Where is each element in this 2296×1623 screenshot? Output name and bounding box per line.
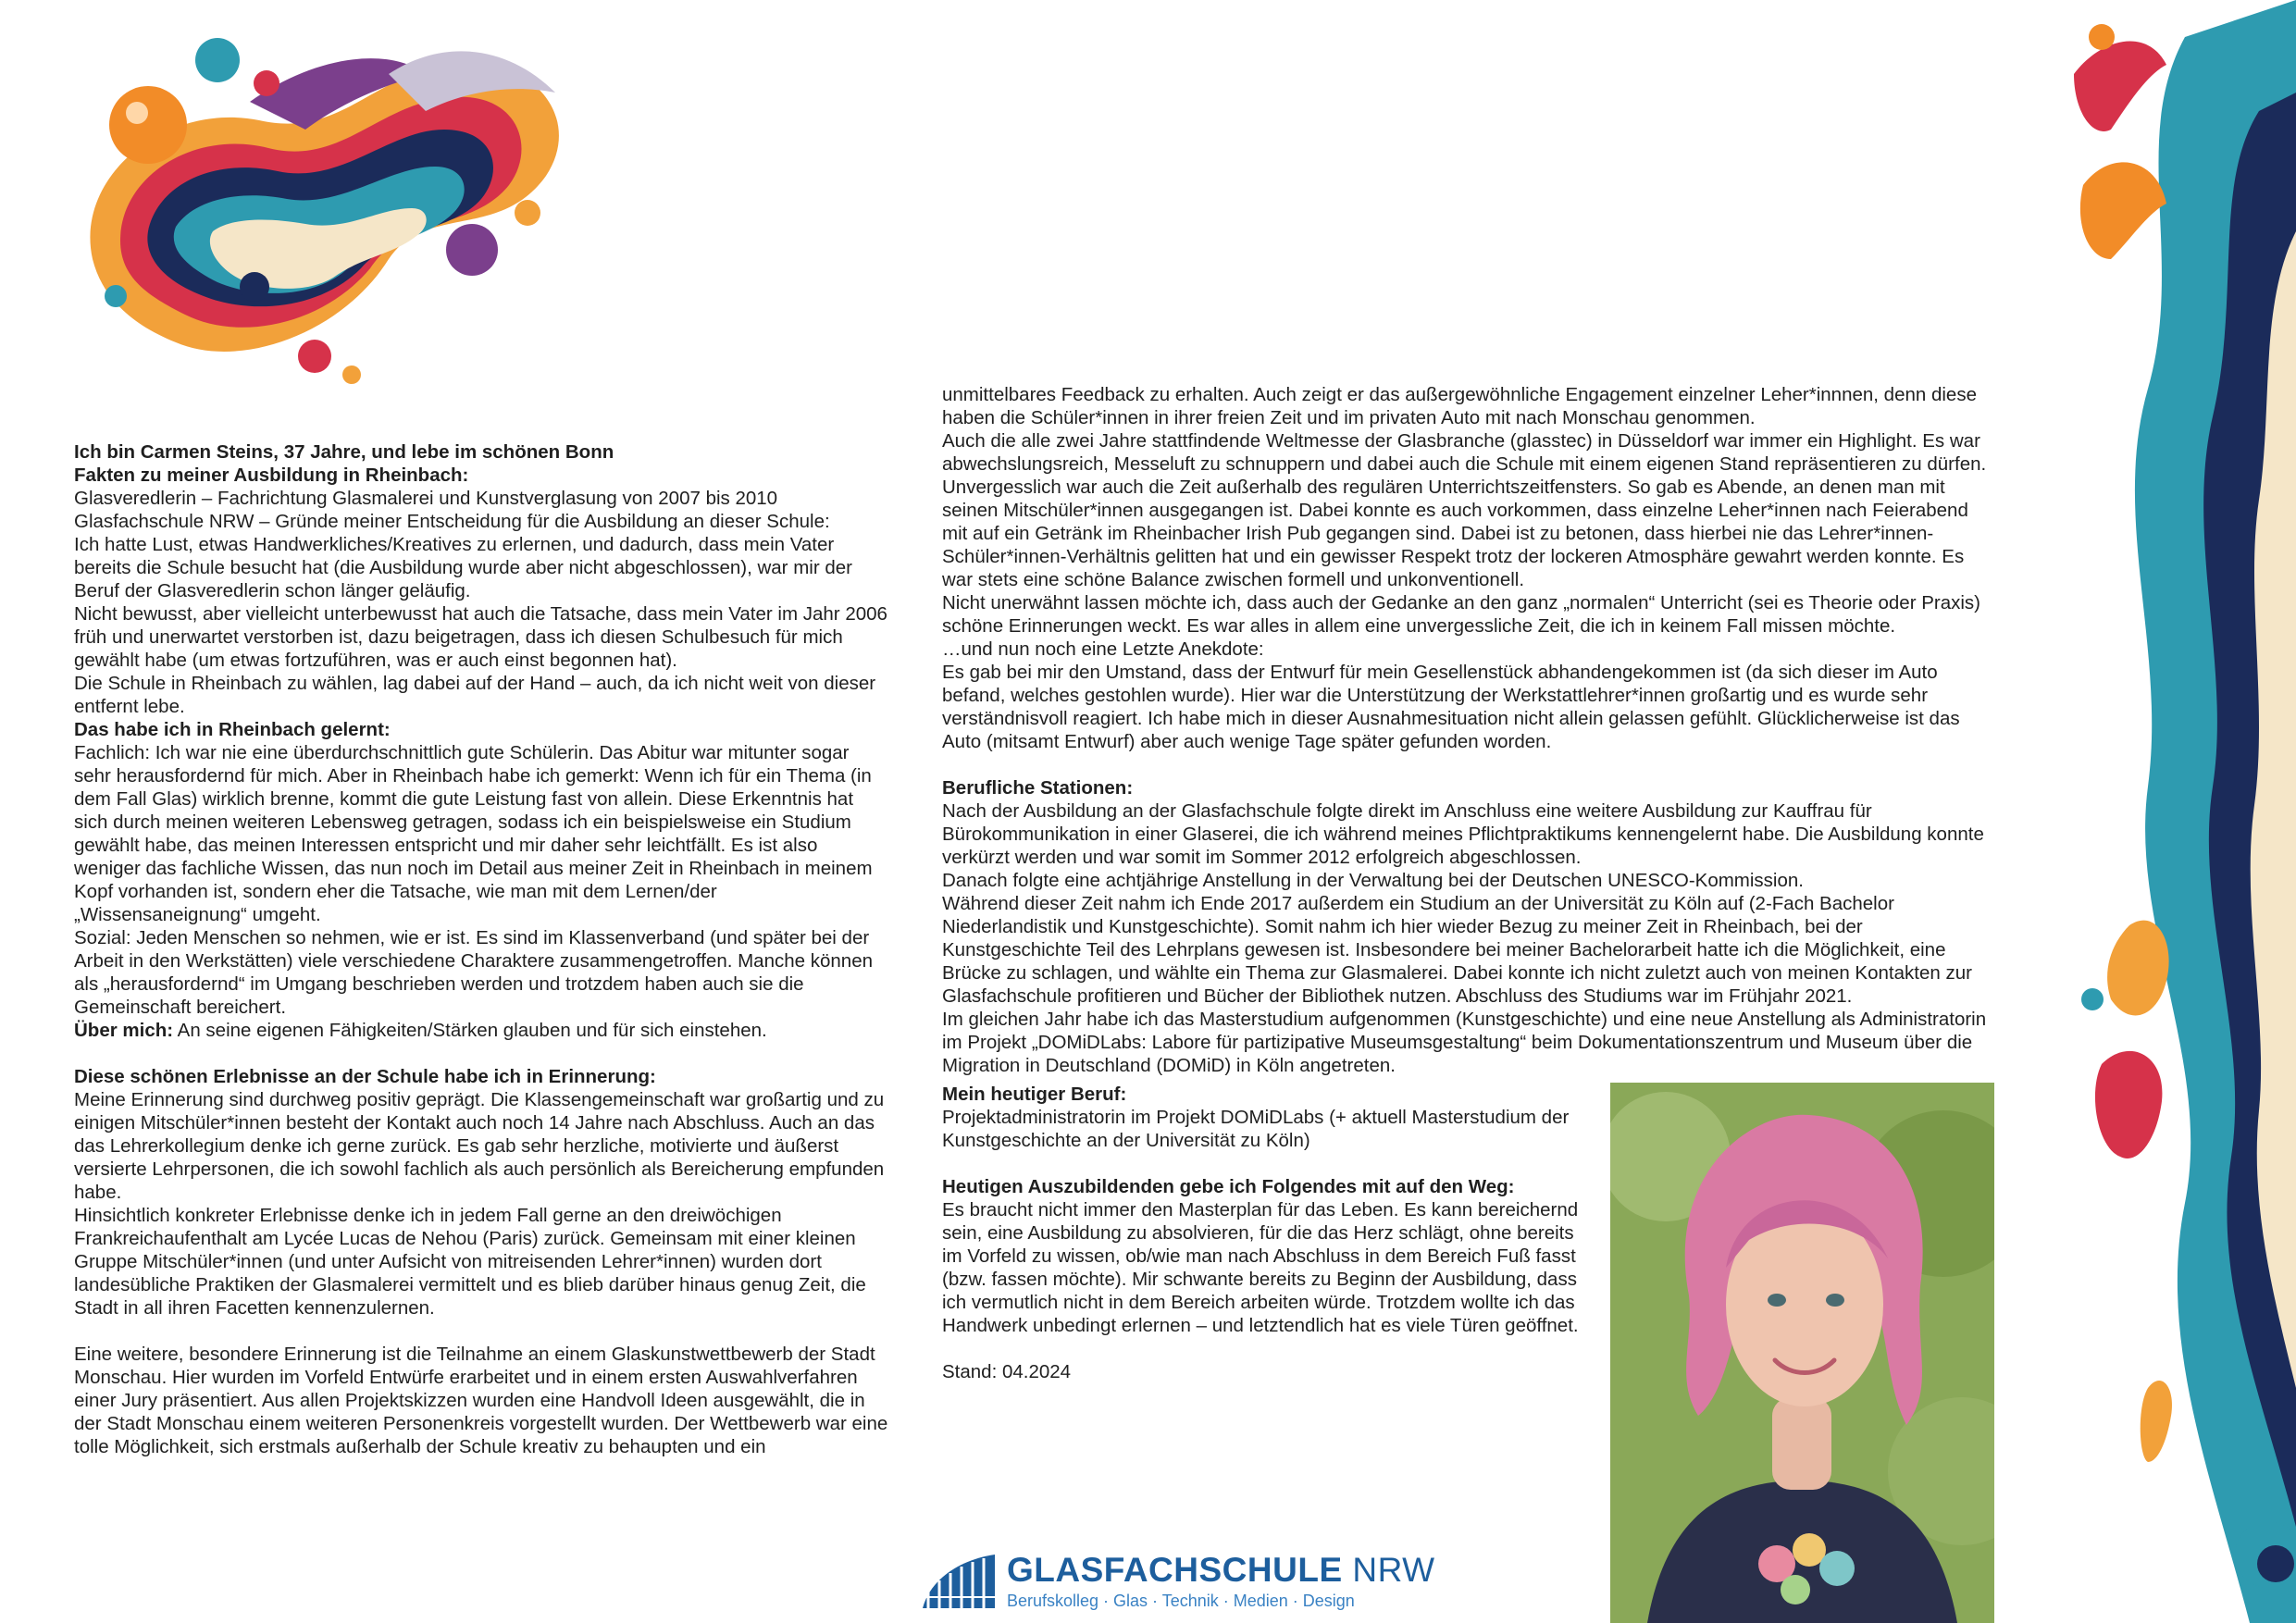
paragraph: Ich hatte Lust, etwas Handwerkliches/Kreatives zu erlernen, und dadurch, dass mein Vater bereits die Schule besucht hat (die Ausbildung wurde aber nicht abgeschlossen), war mir der Beruf der Glasveredlerin schon länger geläufig.	[74, 534, 852, 601]
job-heading: Mein heutiger Beruf:	[942, 1084, 1127, 1105]
paragraph: Nicht bewusst, aber vielleicht unterbewusst hat auch die Tatsache, dass mein Vater im Jahr 2006 früh und unerwartet verstorben ist, dazu beigetragen, dass ich diesen Schulbesuch für mich gewählt habe (um etwas fortzuführen, was er auch einst begonnen hat).	[74, 603, 887, 671]
advice-text: Es braucht nicht immer den Masterplan für das Leben. Es kann bereichernd sein, eine Ausbildung zu absolvieren, für die das Herz schlägt, ohne bereits im Vorfeld zu wissen, ob/wie man nach Abschluss in dem Bereich Fuß fasst (bzw. fassen möchte). Mir schwante bereits zu Beginn der Ausbildung, dass ich vermutlich nicht in dem Bereich arbeiten würde. Trotzdem wollte ich das Handwerk unbedingt erlernen – und letztendlich hat es viele Türen geöffnet.	[942, 1199, 1579, 1336]
paragraph: Die Schule in Rheinbach zu wählen, lag dabei auf der Hand – auch, da ich nicht weit von dieser entfernt lebe.	[74, 673, 876, 717]
logo-tagline: Berufskolleg · Glas · Technik · Medien · Design	[1007, 1592, 1355, 1610]
paragraph: Während dieser Zeit nahm ich Ende 2017 außerdem ein Studium an der Universität zu Köln auf (2-Fach Bachelor Niederlandistik und Kunstgeschichte). Somit nahm ich hier wieder Bezug zu meiner Zeit in Rheinbach, bei der Kunstgeschichte Teil des Lehrplans gewesen ist. Insbesondere bei meiner Bachelorarbeit hatte ich die Möglichkeit, eine Brücke zu schlagen, und wählte ein Thema zur Glasmalerei. Dabei konnte ich nicht zuletzt auch von meinen Kontakten zur Glasfachschule profitieren und Bücher der Bibliothek nutzen. Abschluss des Studiums war im Frühjahr 2021.	[942, 893, 1972, 1007]
portrait-photo	[1610, 1083, 1994, 1623]
paragraph: Es gab bei mir den Umstand, dass der Entwurf für mein Gesellenstück abhandengekommen ist (da sich dieser im Auto befand, welches gestohlen wurde). Hier war die Unterstützung der Werkstattlehrer*innen großartig und es wurde sehr verständnisvoll reagiert. Ich habe mich in dieser Ausnahmesituation nicht allein gelassen gefühlt. Glücklicherweise ist das Auto (mitsamt Entwurf) aber auch wenige Tage später gefunden worden.	[942, 662, 1960, 752]
logo-name-light: NRW	[1342, 1551, 1435, 1589]
about-me-line	[74, 1019, 888, 1042]
paragraph: Im gleichen Jahr habe ich das Masterstudium aufgenommen (Kunstgeschichte) und eine neue Anstellung als Administratorin im Projekt „DOMiDLabs: Labore für partizipative Museumsgestaltung“ beim Dokumentationszentrum und Museum über die Migration in Deutschland (DOMiD) in Köln angetreten.	[942, 1009, 1987, 1076]
paragraph: …und nun noch eine Letzte Anekdote:	[942, 638, 1264, 660]
intro-line: Ich bin Carmen Steins, 37 Jahre, und lebe im schönen Bonn	[74, 441, 614, 463]
logo-wordmark	[1007, 1551, 1435, 1590]
paragraph: Hinsichtlich konkreter Erlebnisse denke ich in jedem Fall gerne an den dreiwöchigen Frankreichaufenthalt am Lycée Lucas de Nehou (Paris) zurück. Gemeinsam mit einer kleinen Gruppe Mitschüler*innen (und unter Aufsicht von mitreisenden Lehrer*innen) wurden dort landesübliche Praktiken der Glasmalerei vermittelt und es blieb darüber hinaus genug Zeit, die Stadt in all ihren Facetten kennenzulernen.	[74, 1205, 866, 1319]
facts-line: Glasfachschule NRW – Gründe meiner Entscheidung für die Ausbildung an dieser Schule:	[74, 511, 830, 532]
current-job-block	[942, 1083, 1590, 1383]
paragraph: Meine Erinnerung sind durchweg positiv geprägt. Die Klassengemeinschaft war großartig und zu einigen Mitschüler*innen besteht der Kontakt auch noch 14 Jahre nach Abschluss. Auch an das das Lehrerkollegium denke ich gerne zurück. Es gab sehr herzliche, motivierte und äußerst versierte Lehrpersonen, die ich sowohl fachlich als auch persönlich als Bereicherung empfunden habe.	[74, 1089, 885, 1203]
paragraph: Nicht unerwähnt lassen möchte ich, dass auch der Gedanke an den ganz „normalen“ Unterricht (sei es Theorie oder Praxis) schöne Erinnerungen weckt. Es war alles in allem eine unvergessliche Zeit, die ich in keinem Fall missen möchte.	[942, 592, 1980, 637]
left-text-column	[74, 440, 888, 1458]
stand-date: Stand: 04.2024	[942, 1361, 1072, 1382]
about-me-text: An seine eigenen Fähigkeiten/Stärken glauben und für sich einstehen.	[173, 1020, 767, 1041]
paragraph: Nach der Ausbildung an der Glasfachschule folgte direkt im Anschluss eine weitere Ausbildung zur Kauffrau für Bürokommunikation in einer Glaserei, die ich während meines Pflichtpraktikums kennengelernt habe. Die Ausbildung konnte verkürzt werden und war somit im Sommer 2012 erfolgreich abgeschlossen.	[942, 800, 1984, 868]
paragraph: Eine weitere, besondere Erinnerung ist die Teilnahme an einem Glaskunstwettbewerb der Stadt Monschau. Hier wurden im Vorfeld Entwürfe erarbeitet und in einem ersten Auswahlverfahren einer Jury präsentiert. Aus allen Projektskizzen wurden eine Handvoll Ideen ausgewählt, die in der Stadt Monschau einem weiteren Personenkreis vorgestellt wurden. Der Wettbewerb war eine tolle Möglichkeit, sich erstmals außerhalb der Schule kreativ zu behaupten und ein	[74, 1344, 888, 1457]
paragraph: Sozial: Jeden Menschen so nehmen, wie er ist. Es sind im Klassenverband (und später bei der Arbeit in den Werkstätten) viele verschiedene Charaktere zusammengetroffen. Manche können als „herausfordernd“ im Umgang beschrieben werden und trotzdem haben auch sie die Gemeinschaft bereichert.	[74, 927, 873, 1018]
facts-heading: Fakten zu meiner Ausbildung in Rheinbach:	[74, 465, 469, 486]
paragraph: Danach folgte eine achtjährige Anstellung in der Verwaltung bei der Deutschen UNESCO-Kommission.	[942, 870, 1804, 891]
building-icon	[921, 1553, 997, 1610]
abstract-swirl-illustration	[37, 19, 574, 398]
job-text: Projektadministratorin im Projekt DOMiDLabs (+ aktuell Masterstudium der Kunstgeschichte an der Universität zu Köln)	[942, 1107, 1570, 1151]
learned-heading: Das habe ich in Rheinbach gelernt:	[74, 719, 391, 740]
paragraph: Auch die alle zwei Jahre stattfindende Weltmesse der Glasbranche (glasstec) in Düsseldorf war immer ein Highlight. Es war abwechslungsreich, Messeluft zu schnuppern und dabei auch die Schule mit einem eigenen Stand repräsentieren zu dürfen.	[942, 430, 1987, 475]
about-me-label: Über mich:	[74, 1020, 174, 1041]
career-heading: Berufliche Stationen:	[942, 777, 1134, 799]
paragraph: Unvergesslich war auch die Zeit außerhalb des regulären Unterrichtszeitfensters. So gab es Abende, an denen man mit seinen Mitschüler*innen ausgegangen ist. Dabei konnte es auch vorkommen, dass einzelne Leher*innen nach Feierabend mit auf ein Getränk im Rheinbacher Irish Pub gegangen sind. Dabei ist zu betonen, dass hierbei nie das Lehrer*innen-Schüler*innen-Verhältnis gelitten hat und ein gewisser Respekt trotz der lockeren Atmosphäre gewahrt werden konnte. Es war stets eine schöne Balance zwischen formell und unkonventionell.	[942, 477, 1968, 590]
abstract-wave-border-illustration	[2074, 0, 2296, 1623]
paragraph: unmittelbares Feedback zu erhalten. Auch zeigt er das außergewöhnliche Engagement einzelner Leher*innnen, denn diese haben die Schüler*innen in ihrer freien Zeit und im privaten Auto mit nach Monschau genommen.	[942, 384, 1977, 428]
memories-heading: Diese schönen Erlebnisse an der Schule habe ich in Erinnerung:	[74, 1066, 656, 1087]
right-text-column	[942, 383, 1997, 1077]
advice-heading: Heutigen Auszubildenden gebe ich Folgendes mit auf den Weg:	[942, 1176, 1515, 1197]
school-logo	[921, 1547, 1435, 1612]
facts-line: Glasveredlerin – Fachrichtung Glasmalerei und Kunstverglasung von 2007 bis 2010	[74, 488, 778, 509]
logo-name-bold: GLASFACHSCHULE	[1007, 1551, 1343, 1589]
paragraph: Fachlich: Ich war nie eine überdurchschnittlich gute Schülerin. Das Abitur war mitunter sogar sehr herausfordernd für mich. Aber in Rheinbach habe ich gemerkt: Wenn ich für ein Thema (in dem Fall Glas) wirklich brenne, kommt die gute Leistung fast von allein. Diese Erkenntnis hat sich durch meinen weiteren Lebensweg getragen, sodass ich ein beispielsweise ein Studium gewählt habe, das meinen Interessen entspricht und mir daher sehr leichtfällt. Es ist also weniger das fachliche Wissen, das nun noch im Detail aus meiner Zeit in Rheinbach in meinem Kopf vorhanden ist, sondern eher die Tatsache, wie man mit dem Lernen/der „Wissensaneignung“ umgeht.	[74, 742, 873, 925]
